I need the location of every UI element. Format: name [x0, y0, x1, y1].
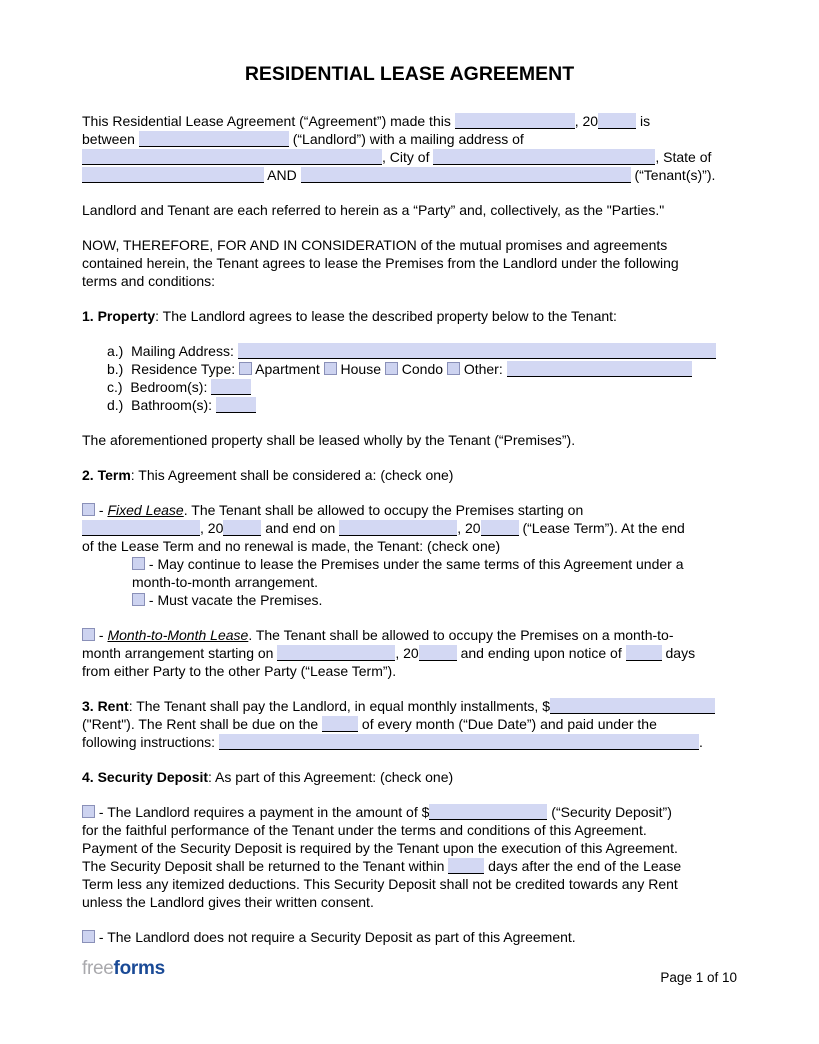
text-line — [107, 342, 737, 360]
text-segment: ("Rent"). The Rent shall be due on the — [82, 716, 323, 732]
logo-forms-text: forms — [113, 958, 165, 979]
text-segment: 3. Rent — [82, 698, 129, 714]
blank-field[interactable] — [139, 131, 289, 147]
text-line — [82, 893, 737, 911]
blank-field[interactable] — [216, 397, 256, 413]
text-segment: Fixed Lease — [107, 502, 184, 518]
intro-paragraph — [82, 112, 737, 184]
blank-field[interactable] — [455, 113, 575, 129]
text-line — [82, 272, 737, 290]
text-line — [82, 431, 737, 449]
text-segment: month-to-month arrangement. — [132, 574, 318, 590]
text-segment: . The Tenant shall be allowed to occupy the Premises on a month-to- — [248, 627, 674, 643]
fixed-lease-options — [82, 555, 737, 609]
text-segment: . The Tenant shall be allowed to occupy the Premises starting on — [183, 502, 584, 518]
text-segment: The Security Deposit shall be returned to the Tenant within — [82, 858, 449, 874]
blank-field[interactable] — [211, 379, 251, 395]
checkbox[interactable] — [324, 362, 337, 375]
text-line — [82, 626, 737, 644]
text-segment: is — [636, 113, 651, 129]
text-line — [82, 112, 737, 130]
checkbox[interactable] — [385, 362, 398, 375]
text-segment: - The Landlord does not require a Security Deposit as part of this Agreement. — [95, 929, 576, 945]
checkbox[interactable] — [82, 503, 95, 516]
blank-field[interactable] — [339, 520, 457, 536]
text-segment: , 20 — [200, 520, 224, 536]
text-segment: , 20 — [574, 113, 599, 129]
rent-paragraph — [82, 697, 737, 751]
checkbox[interactable] — [132, 557, 145, 570]
fixed-lease-option-continue — [82, 555, 737, 591]
property-item-bathrooms — [82, 396, 737, 414]
blank-field[interactable] — [82, 149, 382, 165]
text-segment: - — [95, 627, 108, 643]
page-number: Page 1 of 10 — [660, 970, 737, 985]
text-segment: 1. Property — [82, 308, 156, 324]
text-line — [82, 166, 737, 184]
text-line — [82, 307, 737, 325]
text-segment: and end on — [261, 520, 340, 536]
term-section-heading — [82, 466, 737, 484]
text-line — [107, 360, 737, 378]
text-segment: . — [698, 734, 703, 750]
text-segment: c.) Bedroom(s): — [107, 379, 212, 395]
text-line — [82, 130, 737, 148]
text-segment: d.) Bathroom(s): — [107, 397, 216, 413]
security-deposit-heading — [82, 768, 737, 786]
text-segment: contained herein, the Tenant agrees to lease the Premises from the Landlord under the following — [82, 255, 679, 271]
text-line — [82, 501, 737, 519]
security-deposit-required-paragraph — [82, 803, 737, 911]
text-line — [82, 821, 737, 839]
checkbox[interactable] — [239, 362, 252, 375]
blank-field[interactable] — [223, 520, 261, 536]
blank-field[interactable] — [219, 734, 699, 750]
text-line — [82, 466, 737, 484]
text-line — [82, 662, 737, 680]
text-line — [82, 519, 737, 537]
checkbox[interactable] — [82, 930, 95, 943]
document-title: RESIDENTIAL LEASE AGREEMENT — [244, 63, 575, 85]
text-line — [82, 928, 737, 946]
text-line — [107, 396, 737, 414]
premises-paragraph — [82, 431, 737, 449]
text-segment: following instructions: — [82, 734, 219, 750]
text-segment: Apartment — [252, 361, 324, 377]
text-segment: - — [95, 502, 108, 518]
parties-paragraph — [82, 201, 737, 219]
text-segment: : The Tenant shall pay the Landlord, in equal monthly installments, $ — [128, 698, 550, 714]
blank-field[interactable] — [550, 698, 715, 714]
text-line — [132, 573, 737, 591]
blank-field[interactable] — [626, 645, 662, 661]
text-segment: Term less any itemized deductions. This Security Deposit shall not be credited towards any Rent — [82, 876, 678, 892]
checkbox[interactable] — [447, 362, 460, 375]
property-section-heading — [82, 307, 737, 325]
blank-field[interactable] — [429, 804, 547, 820]
text-line — [82, 803, 737, 821]
freeforms-logo — [82, 958, 165, 980]
text-segment: a.) Mailing Address: — [107, 343, 238, 359]
text-segment: AND — [264, 167, 301, 183]
checkbox[interactable] — [82, 628, 95, 641]
text-line — [82, 733, 737, 751]
blank-field[interactable] — [481, 520, 519, 536]
text-segment: (“Security Deposit”) — [547, 804, 672, 820]
consideration-paragraph — [82, 236, 737, 290]
blank-field[interactable] — [82, 167, 264, 183]
text-segment: - The Landlord requires a payment in the amount of $ — [95, 804, 430, 820]
text-segment: b.) Residence Type: — [107, 361, 240, 377]
text-line — [82, 857, 737, 875]
text-segment: between — [82, 131, 139, 147]
blank-field[interactable] — [301, 167, 631, 183]
text-segment: NOW, THEREFORE, FOR AND IN CONSIDERATION of the mutual promises and agreements — [82, 237, 668, 253]
checkbox[interactable] — [132, 593, 145, 606]
text-segment: for the faithful performance of the Tenant under the terms and conditions of this Agreement. — [82, 822, 647, 838]
text-line — [82, 644, 737, 662]
text-segment: : This Agreement shall be considered a: (check one) — [130, 467, 454, 483]
text-line — [82, 148, 737, 166]
page-footer — [82, 958, 737, 986]
text-segment: - May continue to lease the Premises under the same terms of this Agreement under a — [145, 556, 684, 572]
blank-field[interactable] — [82, 520, 200, 536]
text-line — [82, 768, 737, 786]
text-segment: (“Landlord”) with a mailing address of — [288, 131, 524, 147]
text-segment: Payment of the Security Deposit is required by the Tenant upon the execution of this Agreement. — [82, 840, 678, 856]
text-line — [107, 378, 737, 396]
text-line — [82, 875, 737, 893]
property-list — [82, 342, 737, 414]
text-line — [82, 697, 737, 715]
text-segment: (“Lease Term”). At the end — [518, 520, 685, 536]
property-item-residence-type — [82, 360, 737, 378]
text-segment: days — [661, 645, 696, 661]
text-segment: days after the end of the Lease — [484, 858, 682, 874]
month-to-month-paragraph — [82, 626, 737, 680]
blank-field[interactable] — [238, 343, 716, 359]
text-segment: , State of — [655, 149, 712, 165]
text-line — [82, 537, 737, 555]
blank-field[interactable] — [322, 716, 358, 732]
text-segment: , City of — [382, 149, 434, 165]
property-item-bedrooms — [82, 378, 737, 396]
document-content — [0, 62, 819, 946]
fixed-lease-option-vacate — [82, 591, 737, 609]
text-segment: 2. Term — [82, 467, 131, 483]
text-segment: unless the Landlord gives their written consent. — [82, 894, 374, 910]
security-deposit-not-required-paragraph — [82, 928, 737, 946]
text-line — [132, 555, 737, 573]
logo-free-text: free — [82, 958, 114, 979]
blank-field[interactable] — [433, 149, 655, 165]
fixed-lease-paragraph — [82, 501, 737, 555]
text-segment: month arrangement starting on — [82, 645, 278, 661]
blank-field[interactable] — [507, 361, 692, 377]
text-segment: The aforementioned property shall be leased wholly by the Tenant (“Premises”). — [82, 432, 576, 448]
text-segment: , 20 — [457, 520, 481, 536]
text-segment: : As part of this Agreement: (check one) — [208, 769, 454, 785]
text-line — [82, 201, 737, 219]
text-line — [82, 839, 737, 857]
text-segment: of every month (“Due Date”) and paid under the — [358, 716, 657, 732]
text-segment: : The Landlord agrees to lease the described property below to the Tenant: — [155, 308, 617, 324]
property-item-mailing-address — [82, 342, 737, 360]
text-segment: Month-to-Month Lease — [107, 627, 249, 643]
text-segment: terms and conditions: — [82, 273, 216, 289]
text-segment: Landlord and Tenant are each referred to herein as a “Party” and, collectively, as the "Parties." — [82, 202, 665, 218]
text-segment: 4. Security Deposit — [82, 769, 209, 785]
text-segment: This Residential Lease Agreement (“Agreement”) made this — [82, 113, 455, 129]
blank-field[interactable] — [448, 858, 484, 874]
blank-field[interactable] — [598, 113, 636, 129]
text-segment: Condo — [397, 361, 447, 377]
text-segment: from either Party to the other Party (“Lease Term”). — [82, 663, 397, 679]
text-line — [82, 254, 737, 272]
text-segment: (“Tenant(s)”). — [630, 167, 716, 183]
checkbox[interactable] — [82, 805, 95, 818]
text-line — [82, 715, 737, 733]
text-segment: House — [336, 361, 385, 377]
text-segment: of the Lease Term and no renewal is made, the Tenant: (check one) — [82, 538, 501, 554]
blank-field[interactable] — [277, 645, 395, 661]
text-segment: Other: — [459, 361, 507, 377]
text-segment: , 20 — [395, 645, 419, 661]
text-segment: and ending upon notice of — [456, 645, 626, 661]
blank-field[interactable] — [419, 645, 457, 661]
text-line — [132, 591, 737, 609]
text-segment: - Must vacate the Premises. — [145, 592, 323, 608]
text-line — [82, 236, 737, 254]
